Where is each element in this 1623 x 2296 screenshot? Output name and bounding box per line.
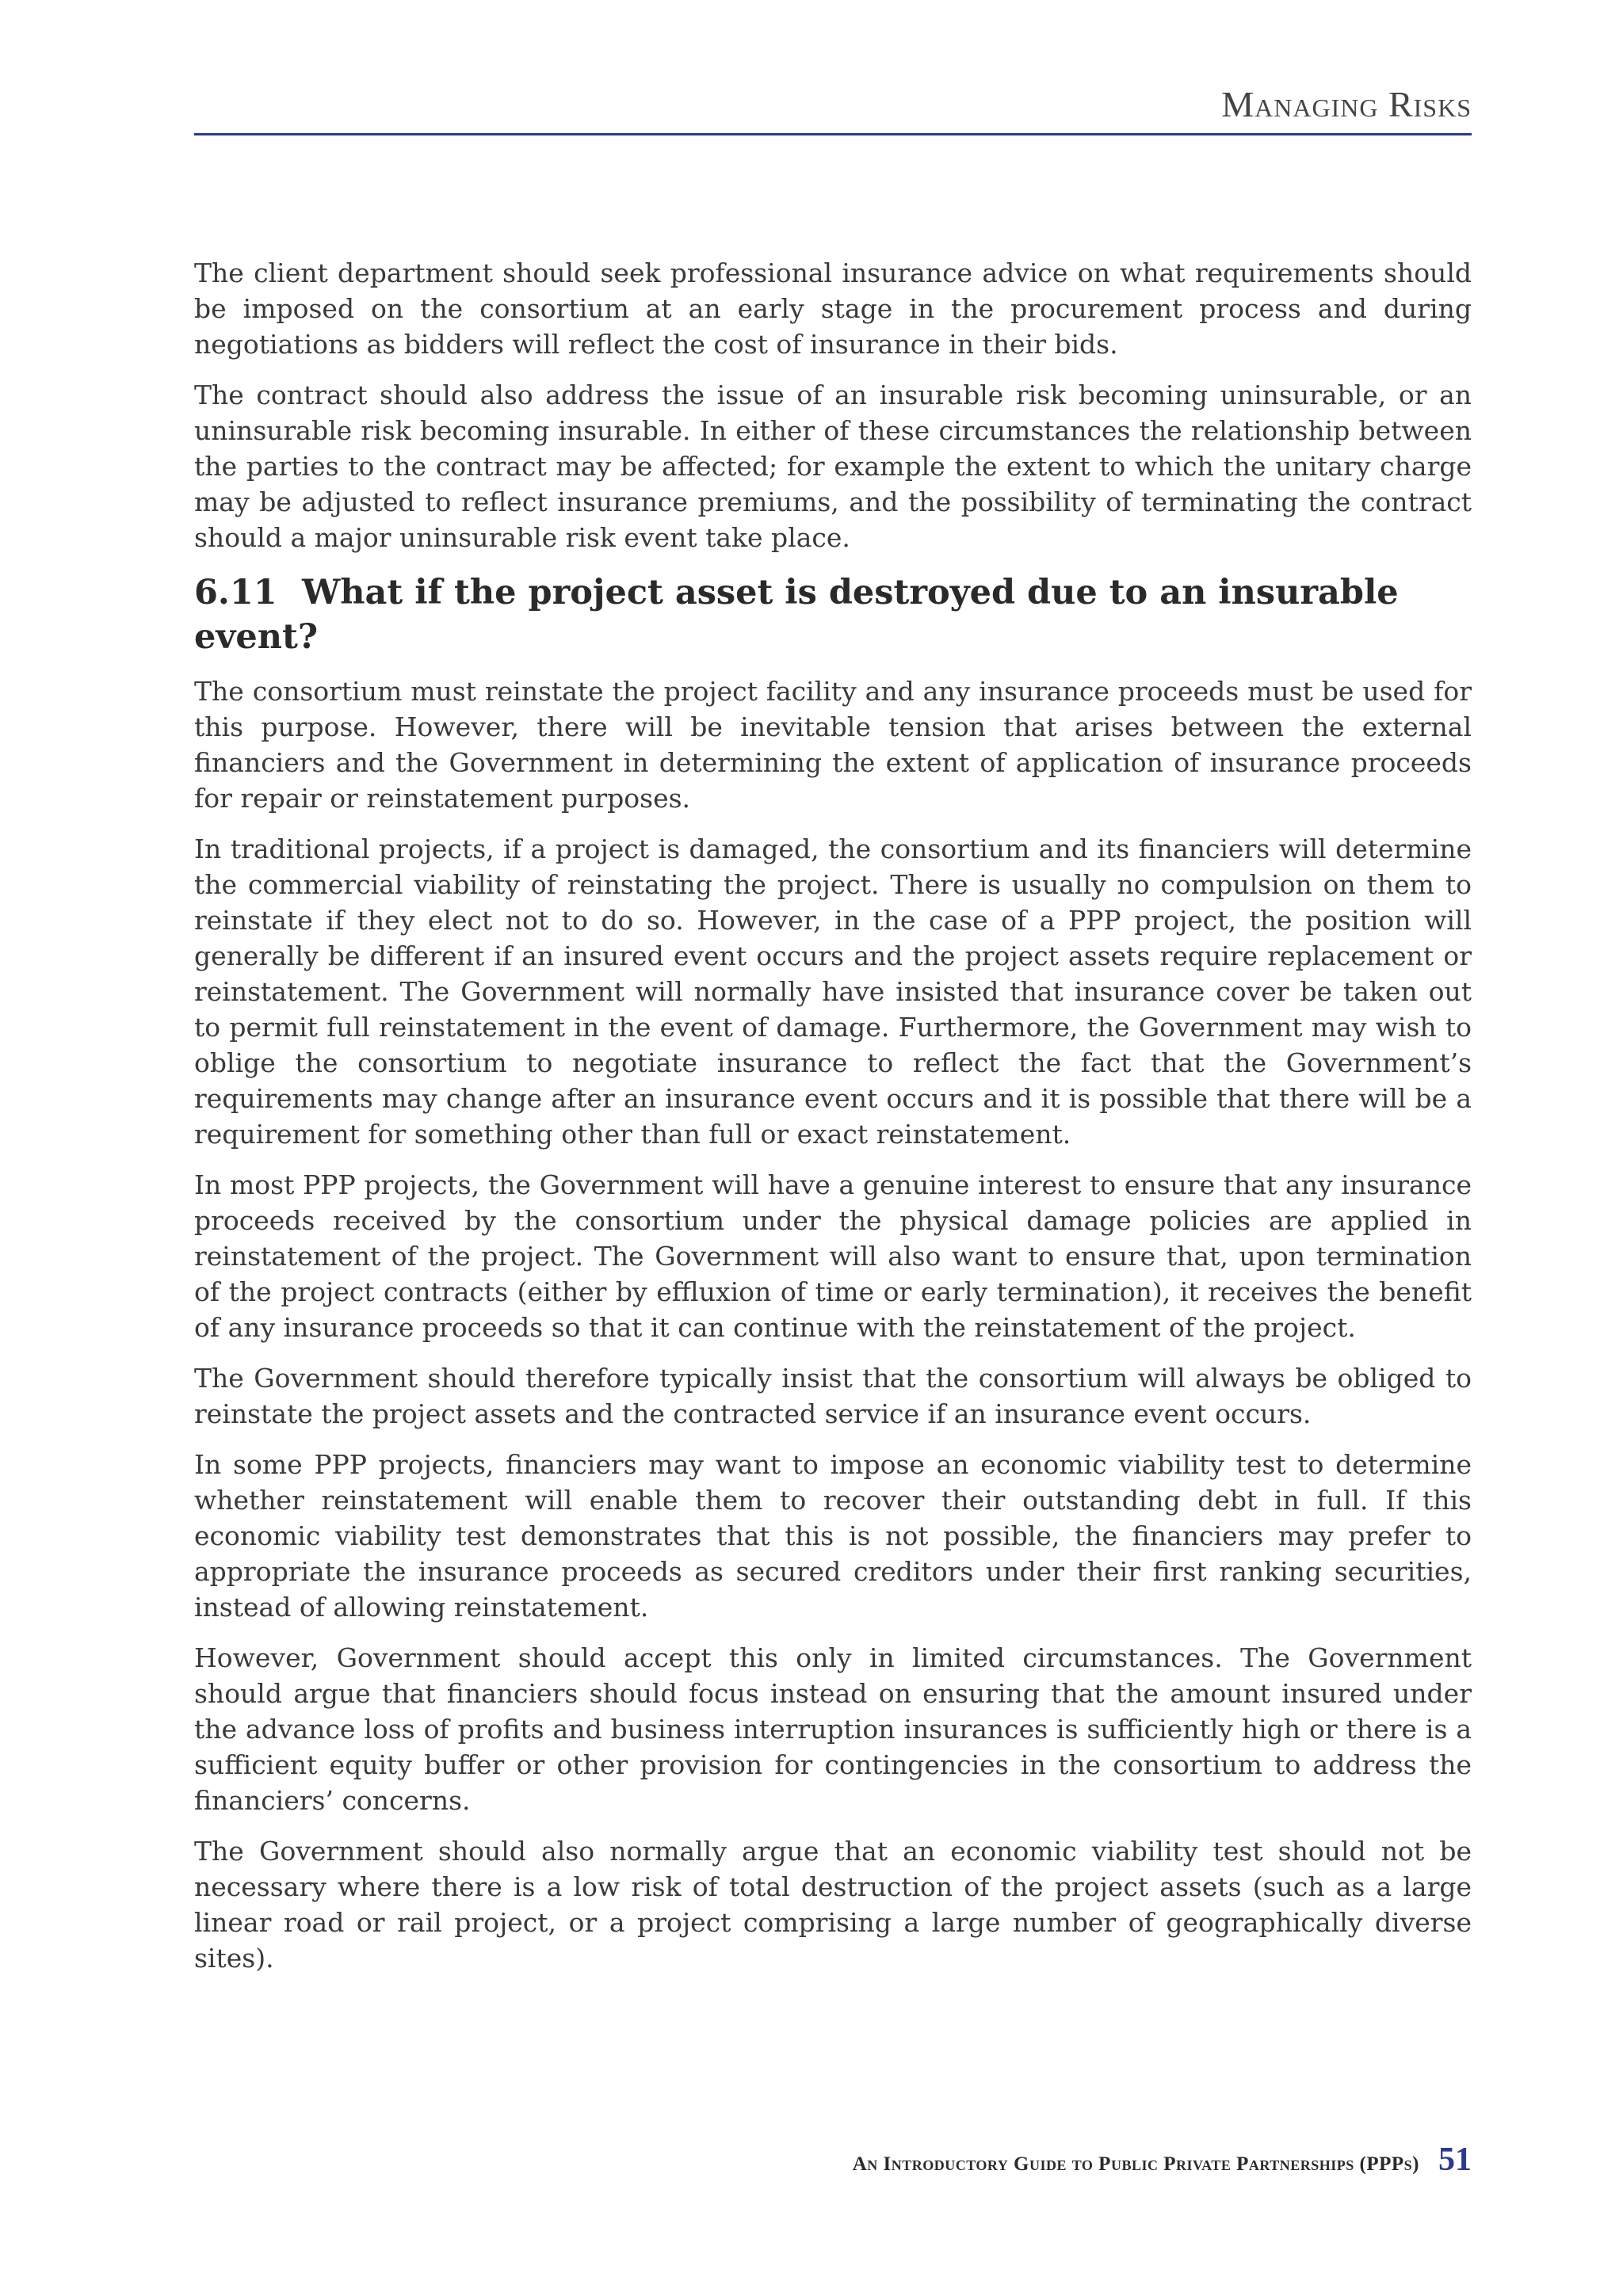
page-header bbox=[194, 76, 1472, 135]
paragraph: In most PPP projects, the Government will have a genuine interest to ensure that any insurance proceeds received by the consortium under the physical damage policies are applied in reinstatement of the project. The Government will also want to ensure that, upon termination of the project contracts (either by effluxion of time or early termination), it receives the benefit of any insurance proceeds so that it can continue with the reinstatement of the project. bbox=[194, 1169, 1472, 1343]
main-content bbox=[194, 255, 1472, 1991]
paragraph: However, Government should accept this only in limited circumstances. The Government should argue that financiers should focus instead on ensuring that the amount insured under the advance loss of profits and business interruption insurances is sufficiently high or there is a sufficient equity buffer or other provision for contingencies in the consortium to address the financiers’ concerns. bbox=[194, 1642, 1472, 1816]
paragraph: The Government should also normally argue that an economic viability test should not be necessary where there is a low risk of total destruction of the project assets (such as a large linear road or rail project, or a project comprising a large number of geographically diverse sites). bbox=[194, 1836, 1472, 1974]
paragraph: The Government should therefore typically insist that the consortium will always be obliged to reinstate the project assets and the contracted service if an insurance event occurs. bbox=[194, 1363, 1472, 1429]
section-title: What if the project asset is destroyed due to an insurable event? bbox=[194, 573, 1399, 657]
section-number: 6.11 bbox=[194, 573, 277, 612]
paragraph: The client department should seek professional insurance advice on what requirements should be imposed on the consortium at an early stage in the procurement process and during negotiations as bidders will reflect the cost of insurance in their bids. bbox=[194, 257, 1472, 360]
running-title: Managing Risks bbox=[1221, 84, 1472, 124]
section-heading bbox=[194, 570, 1472, 659]
page-footer bbox=[853, 2141, 1472, 2180]
paragraph: The contract should also address the issue of an insurable risk becoming uninsurable, or an uninsurable risk becoming insurable. In either of these circumstances the relationship between the parties to the contract may be affected; for example the extent to which the unitary charge may be adjusted to reflect insurance premiums, and the possibility of terminating the contract should a major uninsurable risk event take place. bbox=[194, 379, 1472, 553]
paragraph: In some PPP projects, financiers may want to impose an economic viability test to determine whether reinstatement will enable them to recover their outstanding debt in full. If this economic viability test demonstrates that this is not possible, the financiers may prefer to appropriate the insurance proceeds as secured creditors under their first ranking securities, instead of allowing reinstatement. bbox=[194, 1449, 1472, 1623]
paragraph: The consortium must reinstate the project facility and any insurance proceeds must be used for this purpose. However, there will be inevitable tension that arises between the external financiers and the Government in determining the extent of application of insurance proceeds for repair or reinstatement purposes. bbox=[194, 676, 1472, 814]
page-number: 51 bbox=[1438, 2142, 1472, 2178]
footer-title: An Introductory Guide to Public Private Partnerships (PPPs) bbox=[852, 2153, 1419, 2175]
paragraph: In traditional projects, if a project is damaged, the consortium and its financiers will determine the commercial viability of reinstating the project. There is usually no compulsion on them to reinstate if they elect not to do so. However, in the case of a PPP project, the position will generally be different if an insured event occurs and the project assets require replacement or reinstatement. The Government will normally have insisted that insurance cover be taken out to permit full reinstatement in the event of damage. Furthermore, the Government may wish to oblige the consortium to negotiate insurance to reflect the fact that the Government’s requirements may change after an insurance event occurs and it is possible that there will be a requirement for something other than full or exact reinstatement. bbox=[194, 833, 1472, 1150]
